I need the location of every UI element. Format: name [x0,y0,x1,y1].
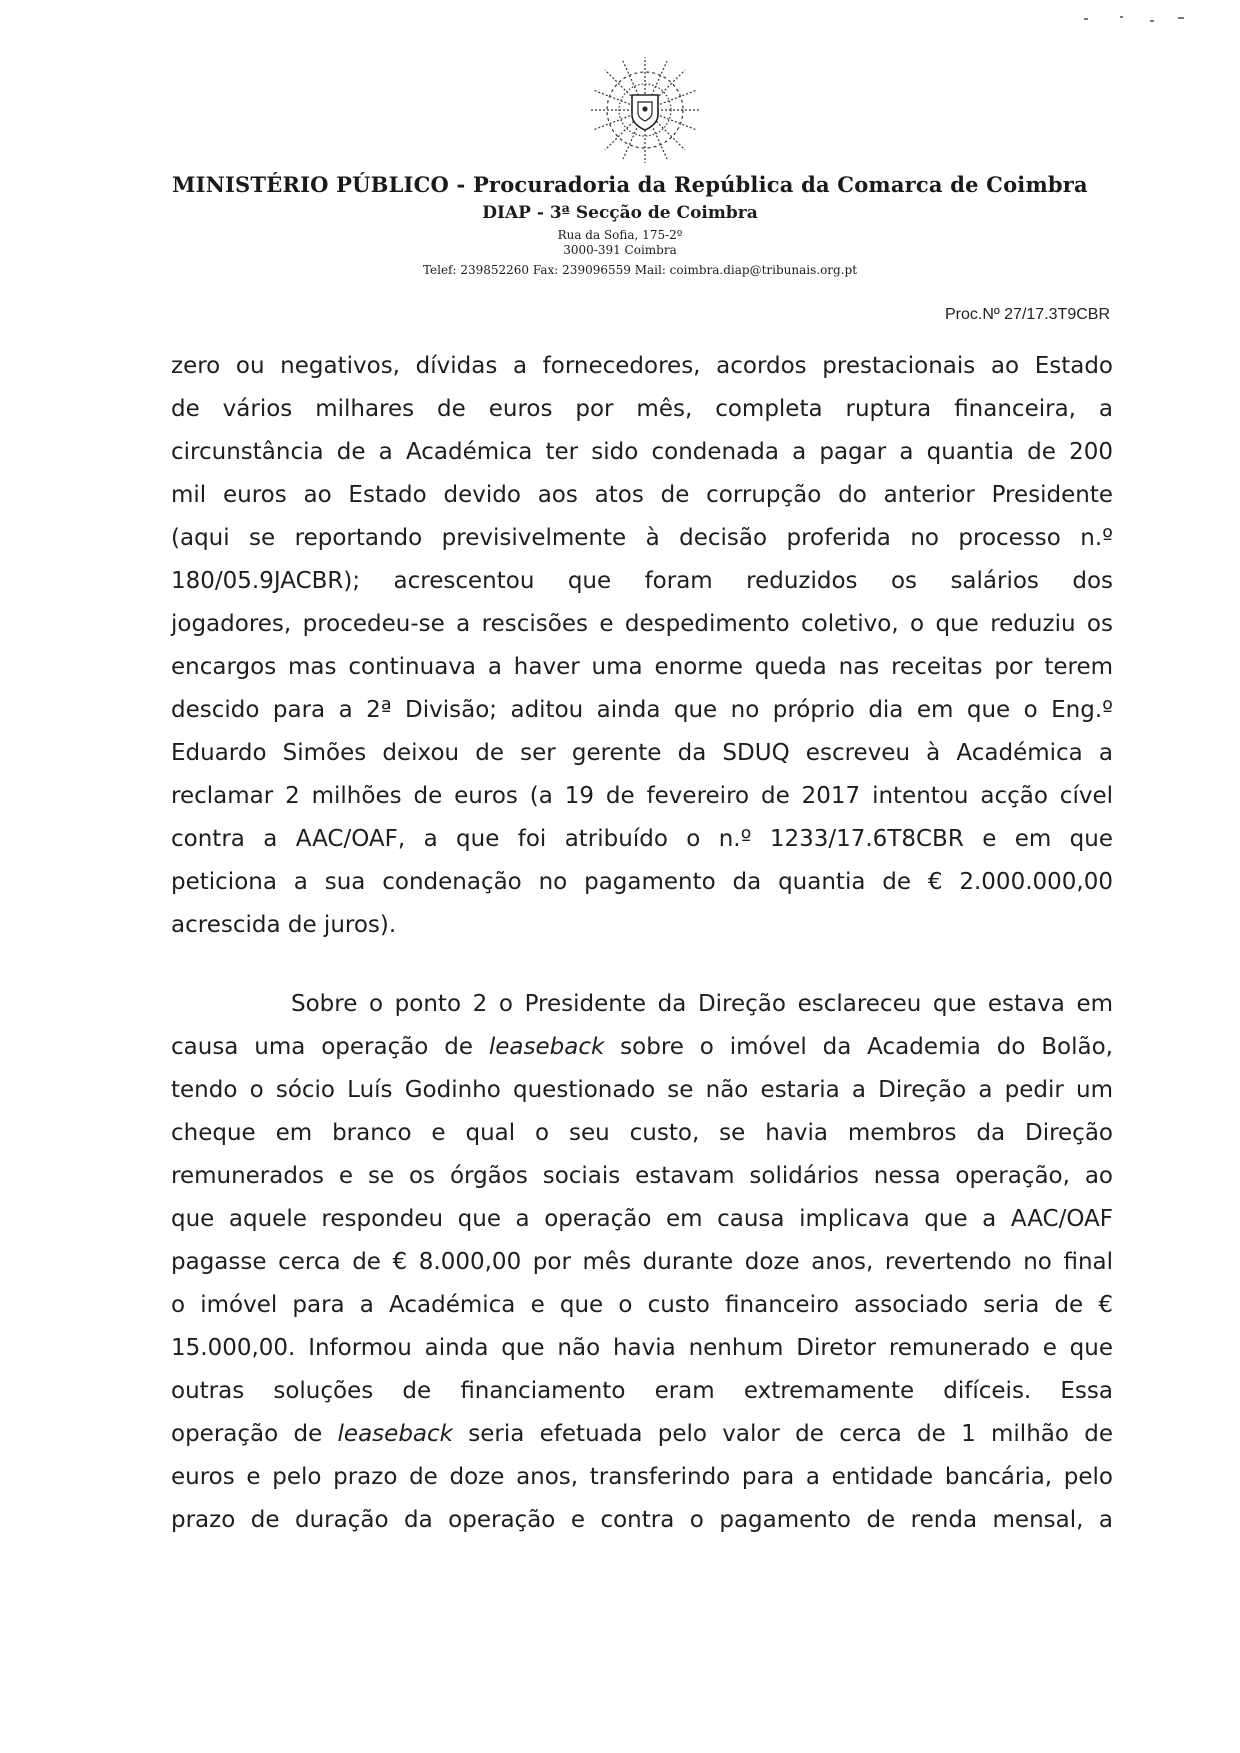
italic-term: leaseback [337,1421,453,1447]
text-line: (aqui se reportando previsivelmente à decisão proferida no processo n.º [171,525,1113,551]
text-line: pagasse cerca de € 8.000,00 por mês durante doze anos, revertendo no final [171,1249,1113,1275]
process-number: Proc.Nº 27/17.3T9CBR [944,306,1110,323]
office-name: Procuradoria da República da Comarca de Coimbra [472,172,1088,197]
text-line: cheque em branco e qual o seu custo, se havia membros da Direção [171,1120,1113,1146]
text-line: encargos mas continuava a haver uma enorme queda nas receitas por terem [171,654,1113,680]
text-line: mil euros ao Estado devido aos atos de corrupção do anterior Presidente [171,482,1113,508]
text-line: 180/05.9JACBR); acrescentou que foram reduzidos os salários dos [171,568,1113,594]
ministry-name: MINISTÉRIO PÚBLICO [172,172,449,197]
text-line: remunerados e se os órgãos sociais estavam solidários nessa operação, ao [171,1163,1113,1189]
department-name: DIAP - 3ª Secção de Coimbra [482,203,758,223]
text-line: peticiona a sua condenação no pagamento da quantia de € 2.000.000,00 [171,869,1113,895]
title-separator: - [448,172,473,197]
letterhead [0,172,1240,277]
text-line: de vários milhares de euros por mês, completa ruptura financeira, a [171,396,1113,422]
text-line: descido para a 2ª Divisão; aditou ainda que no próprio dia em que o Eng.º [171,697,1113,723]
text-line: euros e pelo prazo de doze anos, transferindo para a entidade bancária, pelo [171,1464,1113,1490]
document-body [171,345,1113,1542]
text-line: operação de leaseback seria efetuada pelo valor de cerca de 1 milhão de [171,1421,1113,1447]
text-line: que aquele respondeu que a operação em causa implicava que a AAC/OAF [171,1206,1113,1232]
text-line: Sobre o ponto 2 o Presidente da Direção esclareceu que estava em [291,991,1113,1017]
text-line: outras soluções de financiamento eram extremamente difíceis. Essa [171,1378,1113,1404]
address-city: 3000-391 Coimbra [563,243,677,257]
text-line: o imóvel para a Académica e que o custo financeiro associado seria de € [171,1292,1113,1318]
text-line: Eduardo Simões deixou de ser gerente da SDUQ escreveu à Académica a [171,740,1113,766]
text-line: reclamar 2 milhões de euros (a 19 de fevereiro de 2017 intentou acção cível [171,783,1113,809]
text-line: zero ou negativos, dívidas a fornecedores, acordos prestacionais ao Estado [171,353,1113,379]
contact-line: Telef: 239852260 Fax: 239096559 Mail: coimbra.diap@tribunais.org.pt [422,263,858,277]
italic-term: leaseback [488,1034,605,1060]
coat-of-arms-emblem [585,55,705,165]
text-line: acrescida de juros). [171,912,397,938]
text-line: causa uma operação de leaseback sobre o imóvel da Academia do Bolão, [171,1034,1113,1060]
paragraph-gap [171,947,1113,983]
text-line: jogadores, procedeu-se a rescisões e despedimento coletivo, o que reduziu os [171,611,1113,637]
text-line: contra a AAC/OAF, a que foi atribuído o n.º 1233/17.6T8CBR e em que [171,826,1113,852]
address-street: Rua da Sofia, 175-2º [557,228,683,242]
scan-speckles [1080,14,1200,34]
text-line: prazo de duração da operação e contra o pagamento de renda mensal, a [171,1507,1113,1533]
paragraph [171,983,1113,1542]
text-line: 15.000,00. Informou ainda que não havia nenhum Diretor remunerado e que [171,1335,1113,1361]
paragraph [171,345,1113,947]
text-line: circunstância de a Académica ter sido condenada a pagar a quantia de 200 [171,439,1113,465]
letterhead-title [20,172,1240,197]
text-line: tendo o sócio Luís Godinho questionado se não estaria a Direção a pedir um [171,1077,1113,1103]
